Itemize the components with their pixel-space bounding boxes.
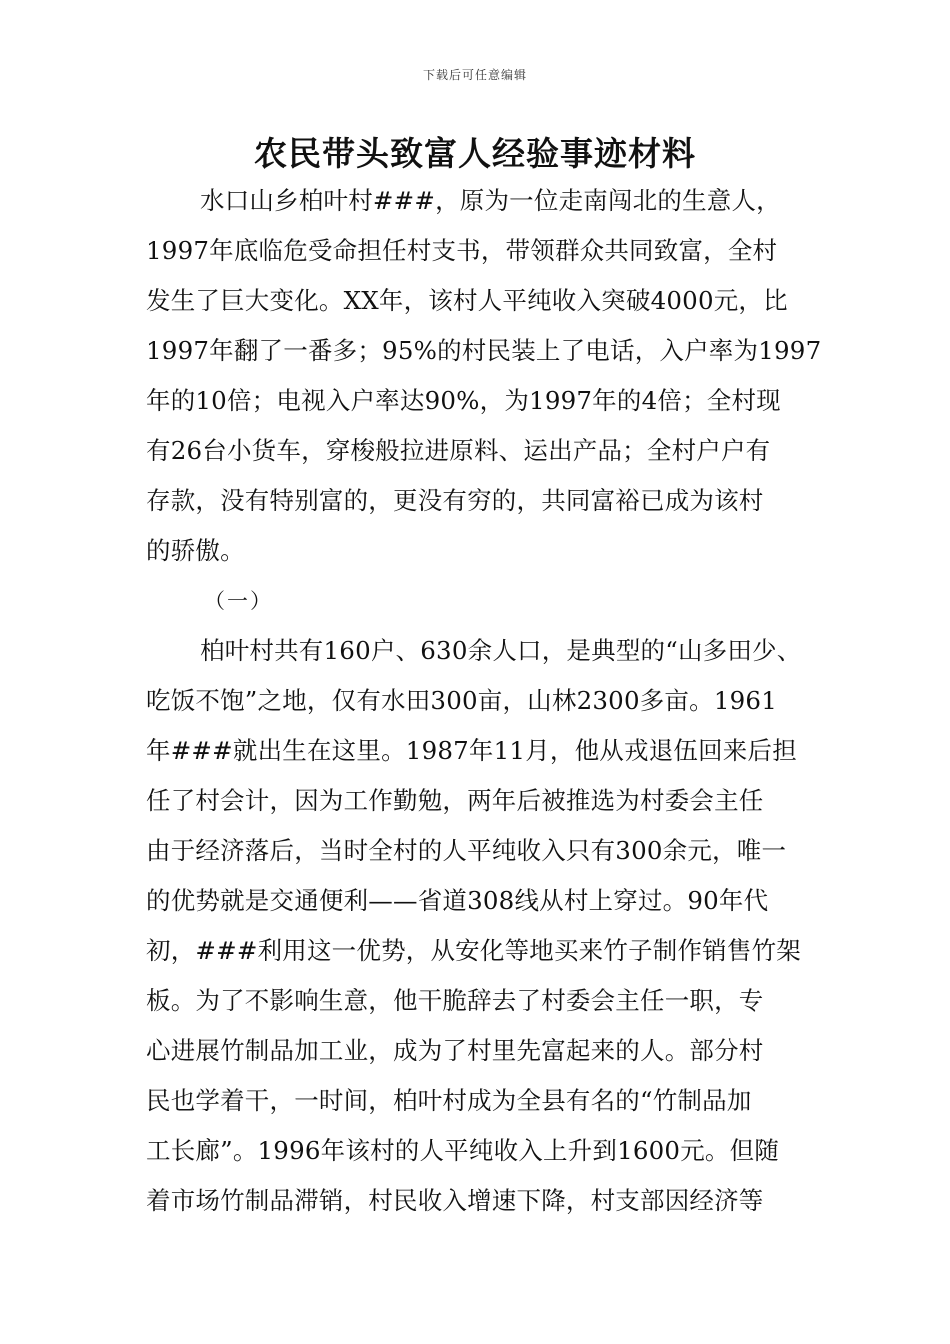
- paragraph-line: 板。为了不影响生意，他干脆辞去了村委会主任一职，专: [146, 986, 764, 1015]
- header-note: 下载后可任意编辑: [422, 68, 527, 82]
- paragraph-line: 的骄傲。: [146, 536, 245, 565]
- document-body: [146, 176, 822, 1226]
- paragraph-line: 年###就出生在这里。1987年11月，他从戎退伍回来后担: [146, 736, 797, 765]
- paragraph-line: 着市场竹制品滞销，村民收入增速下降，村支部因经济等: [146, 1186, 764, 1215]
- paragraph-line: 的优势就是交通便利——省道308线从村上穿过。90年代: [146, 886, 769, 915]
- paragraph-line: 由于经济落后，当时全村的人平纯收入只有300余元，唯一: [146, 836, 787, 865]
- paragraph-line: 民也学着干，一时间，柏叶村成为全县有名的“竹制品加: [146, 1086, 752, 1115]
- paragraph-line: 1997年翻了一番多；95%的村民装上了电话，入户率为1997: [146, 336, 822, 365]
- paragraph-line: 任了村会计，因为工作勤勉，两年后被推选为村委会主任: [146, 786, 764, 815]
- paragraph-line: 柏叶村共有160户、630余人口，是典型的“山多田少、: [200, 636, 802, 665]
- paragraph-line: 发生了巨大变化。XX年，该村人平纯收入突破4000元，比: [146, 286, 788, 315]
- paragraph-line: 1997年底临危受命担任村支书，带领群众共同致富，全村: [146, 236, 778, 265]
- paragraph-line: 存款，没有特别富的，更没有穷的，共同富裕已成为该村: [146, 486, 764, 515]
- document-title: 农民带头致富人经验事迹材料: [254, 134, 696, 173]
- paragraph-line: 工长廊”。1996年该村的人平纯收入上升到1600元。但随: [146, 1136, 780, 1165]
- paragraph-line: 初，###利用这一优势，从安化等地买来竹子制作销售竹架: [146, 936, 801, 965]
- paragraph-line: 有26台小货车，穿梭般拉进原料、运出产品；全村户户有: [146, 436, 771, 465]
- section-marker: （一）: [204, 589, 273, 613]
- paragraph-line: 吃饭不饱”之地，仅有水田300亩，山林2300多亩。1961: [146, 686, 777, 715]
- paragraph-line: 心进展竹制品加工业，成为了村里先富起来的人。部分村: [146, 1036, 764, 1065]
- paragraph-line: 年的10倍；电视入户率达90%，为1997年的4倍；全村现: [146, 386, 781, 415]
- paragraph-line: 水口山乡柏叶村###，原为一位走南闯北的生意人，: [200, 186, 781, 215]
